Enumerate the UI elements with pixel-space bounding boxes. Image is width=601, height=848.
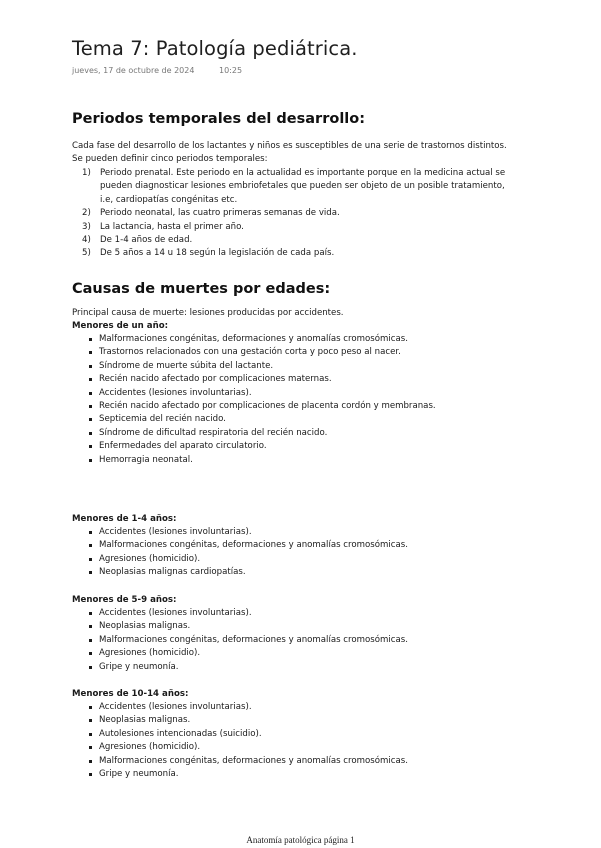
group-title: Menores de 1-4 años: <box>72 514 177 524</box>
item-line: i.e, cardiopatías congénitas etc. <box>100 194 238 205</box>
list-item: Síndrome de muerte súbita del lactante. <box>72 360 532 373</box>
list-item: Agresiones (homicidio). <box>72 553 532 566</box>
page-title: Tema 7: Patología pediátrica. <box>72 37 358 60</box>
item-line: De 1-4 años de edad. <box>100 235 193 246</box>
group-title: Menores de 5-9 años: <box>72 595 177 605</box>
list-item: Agresiones (homicidio). <box>72 741 532 754</box>
list-item <box>72 167 532 207</box>
periodos-list <box>72 167 532 261</box>
list-item: Accidentes (lesiones involuntarias). <box>72 387 532 400</box>
list-item: Malformaciones congénitas, deformaciones y anomalías cromosómicas. <box>72 755 532 768</box>
list-item: Hemorragia neonatal. <box>72 454 532 467</box>
list-item <box>72 221 532 234</box>
list-item <box>72 247 532 260</box>
list-item: Neoplasias malignas cardiopatías. <box>72 566 532 579</box>
list-item: Autolesiones intencionadas (suicidio). <box>72 728 532 741</box>
list-item: Neoplasias malignas. <box>72 714 532 727</box>
list-item <box>72 207 532 220</box>
item-number: 1) <box>82 168 91 178</box>
section-heading-causas: Causas de muertes por edades: <box>72 281 331 297</box>
item-line: La lactancia, hasta el primer año. <box>100 221 244 232</box>
list-item: Síndrome de dificultad respiratoria del recién nacido. <box>72 427 532 440</box>
note-timestamp <box>72 66 242 75</box>
list-item: Gripe y neumonía. <box>72 661 532 674</box>
list-item: Agresiones (homicidio). <box>72 647 532 660</box>
item-line: pueden diagnosticar lesiones embriofetales que pueden ser objeto de un posible tratamiento, <box>100 181 505 192</box>
list-item: Malformaciones congénitas, deformaciones y anomalías cromosómicas. <box>72 333 532 346</box>
item-line: Periodo prenatal. Este periodo en la actualidad es importante porque en la medicina actual se <box>100 168 506 178</box>
list-item: Neoplasias malignas. <box>72 620 532 633</box>
list-item: Enfermedades del aparato circulatorio. <box>72 440 532 453</box>
item-number: 3) <box>82 221 91 232</box>
item-number: 5) <box>82 248 91 259</box>
note-date: jueves, 17 de octubre de 2024 <box>72 66 195 75</box>
item-line: Periodo neonatal, las cuatro primeras semanas de vida. <box>100 208 340 219</box>
item-line: De 5 años a 14 u 18 según la legislación de cada país. <box>100 248 335 259</box>
intro-line: Se pueden definir cinco periodos temporales: <box>72 154 268 165</box>
section-heading-periodos: Periodos temporales del desarrollo: <box>72 111 366 127</box>
list-item: Recién nacido afectado por complicaciones de placenta cordón y membranas. <box>72 400 532 413</box>
list-item: Malformaciones congénitas, deformaciones y anomalías cromosómicas. <box>72 634 532 647</box>
group-list-10-14 <box>72 701 532 781</box>
list-item: Trastornos relacionados con una gestación corta y poco peso al nacer. <box>72 346 532 359</box>
section2-intro: Principal causa de muerte: lesiones producidas por accidentes. <box>72 308 344 318</box>
list-item: Gripe y neumonía. <box>72 768 532 781</box>
list-item: Accidentes (lesiones involuntarias). <box>72 526 532 539</box>
group-list-5-9 <box>72 607 532 674</box>
group-list-1-4 <box>72 526 532 580</box>
list-item: Accidentes (lesiones involuntarias). <box>72 701 532 714</box>
list-item <box>72 234 532 247</box>
list-item: Recién nacido afectado por complicaciones maternas. <box>72 373 532 386</box>
page-footer: Anatomía patológica página 1 <box>246 835 355 845</box>
item-number: 4) <box>82 235 91 246</box>
group-title: Menores de un año: <box>72 321 169 331</box>
group-list-menores-un-ano <box>72 333 532 467</box>
item-number: 2) <box>82 208 91 219</box>
section1-intro <box>72 140 532 167</box>
list-item: Accidentes (lesiones involuntarias). <box>72 607 532 620</box>
note-time: 10:25 <box>219 66 243 75</box>
intro-line: Cada fase del desarrollo de los lactantes y niños es susceptibles de una serie de trastornos distintos. <box>72 141 507 151</box>
list-item: Septicemia del recién nacido. <box>72 413 532 426</box>
list-item: Malformaciones congénitas, deformaciones y anomalías cromosómicas. <box>72 539 532 552</box>
group-title: Menores de 10-14 años: <box>72 689 189 699</box>
